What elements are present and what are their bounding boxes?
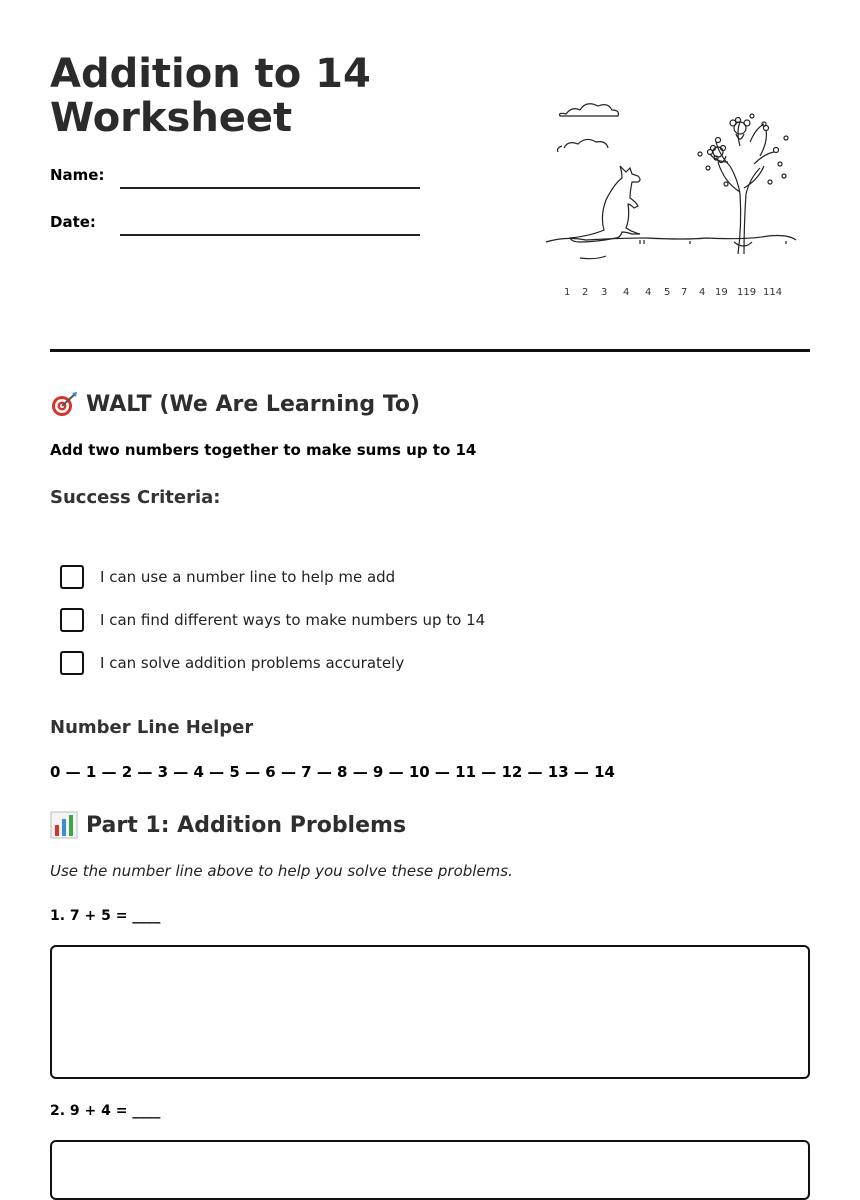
criteria-checkbox[interactable] <box>60 565 84 589</box>
strip-number: 19 <box>715 287 728 298</box>
answer-box-1[interactable] <box>50 945 810 1079</box>
answer-box-2[interactable] <box>50 1140 810 1200</box>
strip-number: 4 <box>645 287 652 298</box>
strip-number: 114 <box>763 287 783 298</box>
walt-heading-text: WALT (We Are Learning To) <box>86 391 421 417</box>
criteria-item <box>60 598 485 641</box>
criteria-text: I can find different ways to make numbers up to 14 <box>100 610 486 629</box>
criteria-item <box>60 641 485 684</box>
part1-heading-text: Part 1: Addition Problems <box>86 812 407 838</box>
kangaroo-koala-tree-illustration <box>540 92 810 307</box>
criteria-text: I can use a number line to help me add <box>100 567 396 586</box>
number-line-heading: Number Line Helper <box>50 717 254 738</box>
header-divider <box>50 349 810 352</box>
date-label: Date: <box>50 213 96 231</box>
criteria-checkbox[interactable] <box>60 608 84 632</box>
strip-number: 2 <box>582 287 589 298</box>
success-criteria-list <box>60 555 485 684</box>
walt-objective: Add two numbers together to make sums up to 14 <box>50 441 477 459</box>
target-dart-icon <box>50 390 78 418</box>
strip-number: 3 <box>601 287 608 298</box>
date-field[interactable] <box>120 234 420 236</box>
number-line-sequence: 0 — 1 — 2 — 3 — 4 — 5 — 6 — 7 — 8 — 9 — 10 — 11 — 12 — 13 — 14 <box>50 763 615 781</box>
strip-number: 4 <box>699 287 706 298</box>
strip-number: 1 <box>564 287 571 298</box>
strip-number: 4 <box>623 287 630 298</box>
criteria-text: I can solve addition problems accurately <box>100 653 405 672</box>
outback-scene-icon <box>540 92 810 307</box>
part1-instruction: Use the number line above to help you solve these problems. <box>50 862 513 880</box>
name-label: Name: <box>50 166 105 184</box>
criteria-item <box>60 555 485 598</box>
criteria-checkbox[interactable] <box>60 651 84 675</box>
name-field[interactable] <box>120 187 420 189</box>
strip-number: 119 <box>737 287 757 298</box>
strip-number: 7 <box>681 287 688 298</box>
page-title: Addition to 14 Worksheet <box>50 51 371 141</box>
walt-heading <box>50 390 420 418</box>
bar-chart-icon <box>50 811 78 839</box>
problem-2: 2. 9 + 4 = ____ <box>50 1103 161 1119</box>
strip-number: 5 <box>664 287 671 298</box>
part1-heading <box>50 811 406 839</box>
problem-1: 1. 7 + 5 = ____ <box>50 908 161 924</box>
success-criteria-heading: Success Criteria: <box>50 487 221 508</box>
